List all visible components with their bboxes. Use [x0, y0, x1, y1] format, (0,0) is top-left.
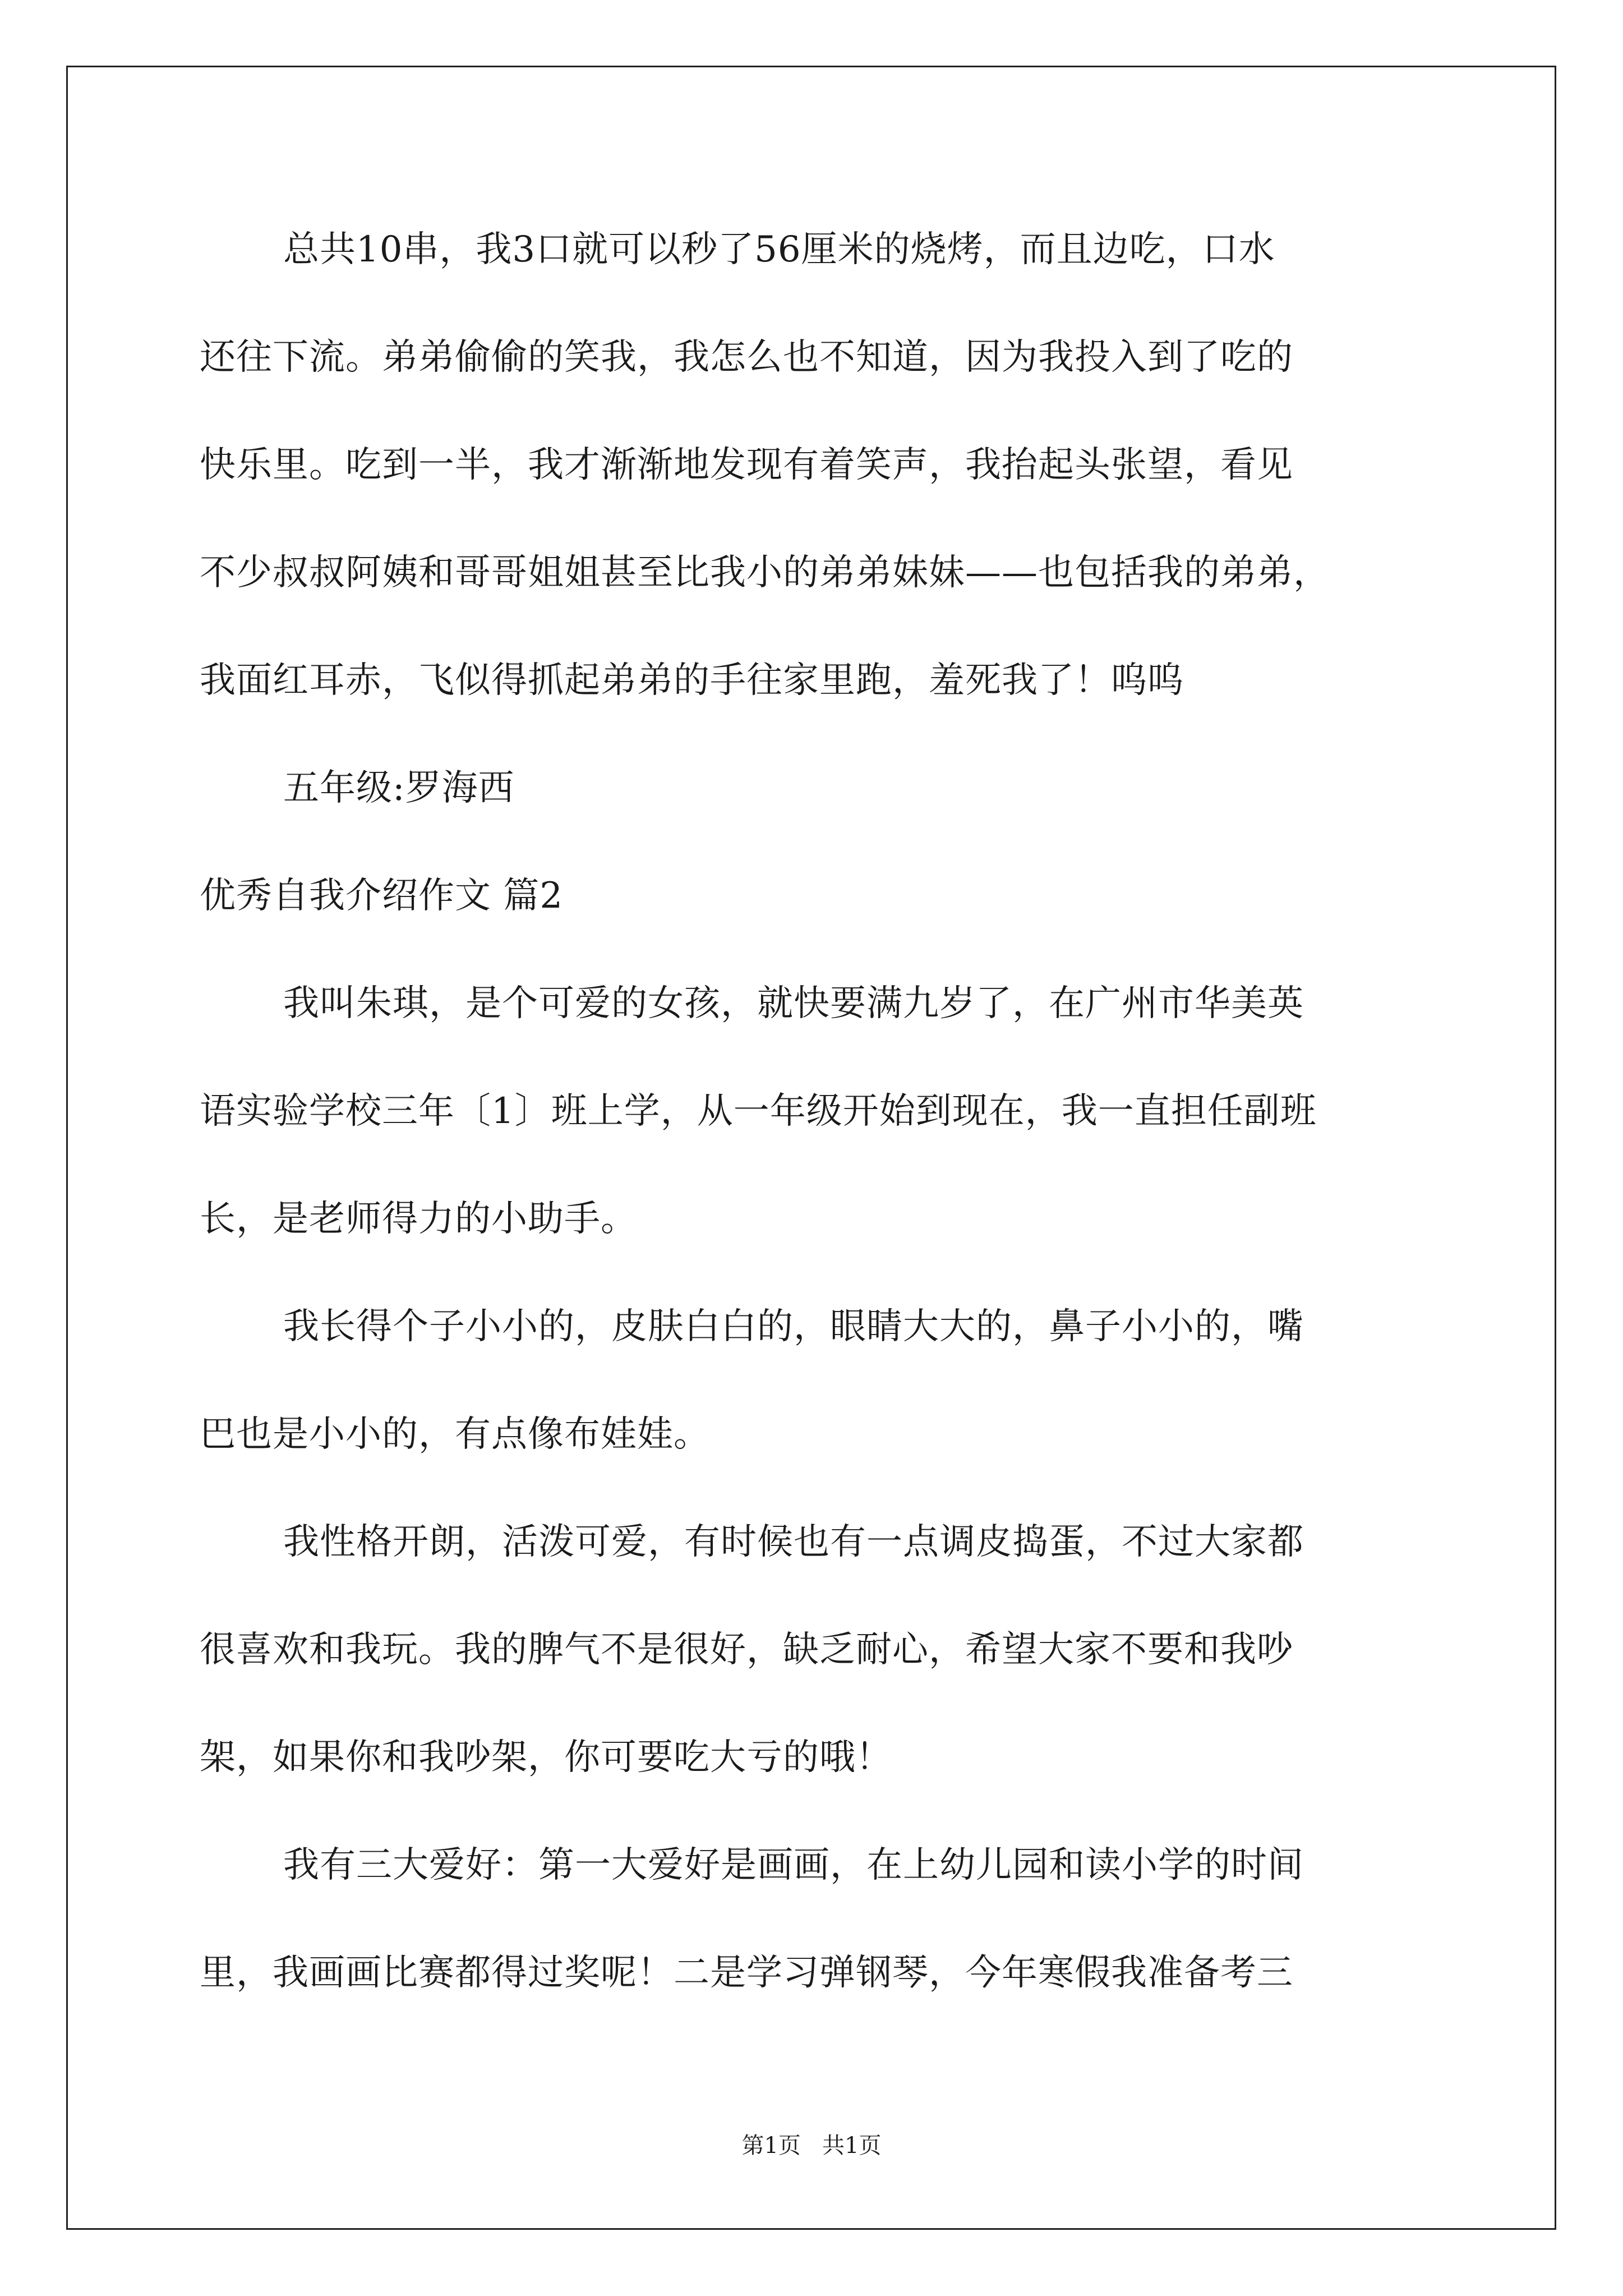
paragraph-line: 我叫朱琪，是个可爱的女孩，就快要满九岁了，在广州市华美英	[283, 983, 1304, 1024]
paragraph-line: 巴也是小小的，有点像布娃娃。	[200, 1414, 710, 1455]
paragraph-line: 架，如果你和我吵架，你可要吃大亏的哦！	[200, 1737, 892, 1778]
section-heading: 优秀自我介绍作文 篇2	[200, 875, 564, 917]
paragraph-line: 我性格开朗，活泼可爱，有时候也有一点调皮捣蛋，不过大家都	[283, 1521, 1304, 1563]
paragraph-line: 总共10串，我3口就可以秒了56厘米的烧烤，而且边吃，口水	[283, 229, 1275, 270]
paragraph-line: 里，我画画比赛都得过奖呢！二是学习弹钢琴，今年寒假我准备考三	[200, 1952, 1293, 1994]
paragraph-line: 语实验学校三年〔1〕班上学，从一年级开始到现在，我一直担任副班	[200, 1091, 1317, 1132]
paragraph-line: 很喜欢和我玩。我的脾气不是很好，缺乏耐心，希望大家不要和我吵	[200, 1629, 1293, 1671]
page-border	[66, 66, 1556, 2230]
paragraph-line: 还往下流。弟弟偷偷的笑我，我怎么也不知道，因为我投入到了吃的	[200, 337, 1293, 378]
author-line: 五年级:罗海西	[283, 767, 515, 809]
paragraph-line: 长，是老师得力的小助手。	[200, 1198, 637, 1240]
paragraph-line: 我面红耳赤，飞似得抓起弟弟的手往家里跑，羞死我了！呜呜	[200, 660, 1184, 701]
paragraph-line: 我长得个子小小的，皮肤白白的，眼睛大大的，鼻子小小的，嘴	[283, 1306, 1304, 1347]
paragraph-line: 不少叔叔阿姨和哥哥姐姐甚至比我小的弟弟妹妹——也包括我的弟弟，	[200, 552, 1330, 593]
page-footer: 第1页 共1页	[741, 2133, 882, 2159]
paragraph-line: 快乐里。吃到一半，我才渐渐地发现有着笑声，我抬起头张望，看见	[200, 444, 1293, 486]
paragraph-line: 我有三大爱好：第一大爱好是画画，在上幼儿园和读小学的时间	[283, 1844, 1304, 1886]
